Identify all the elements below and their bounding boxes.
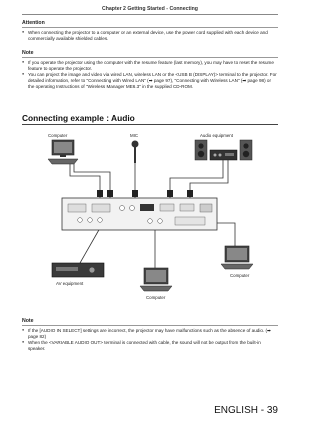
note-title: Note <box>22 50 34 56</box>
attention-title: Attention <box>22 20 45 26</box>
audio-equipment-label: Audio equipment <box>200 133 233 138</box>
note-item: ● If the [AUDIO IN SELECT] settings are incorrect, the projector may have malfunctions such as the absence of audio. (➡ page 82) <box>22 328 278 339</box>
av-equipment-icon <box>52 263 104 277</box>
av-equipment-label: AV equipment <box>56 281 84 286</box>
header-divider <box>22 14 278 15</box>
computer-bottom-label: Computer <box>146 295 166 300</box>
section-title: Connecting example : Audio <box>22 113 135 123</box>
note-item: ● You can project the image and video via wired LAN, wireless LAN or the <USB B (DISPLAY)> terminal to the projector. For detailed information, refer to "Connecting with Wired LAN" (➡ page 97), "Connecting with Wireless LAN" (➡ page 98) or the operating Instructions of "Wireless Manager ME6.3" in the supplied CD-ROM. <box>22 72 278 89</box>
attention-list <box>22 30 278 42</box>
plug-icon <box>97 190 193 197</box>
mic-label: MIC <box>130 133 139 138</box>
computer-right-icon <box>221 246 253 269</box>
note-divider <box>22 57 278 58</box>
section-divider <box>22 124 278 125</box>
computer-right-label: Computer <box>230 273 250 278</box>
note-item: ● When the <VARIABLE AUDIO OUT> terminal is connected with cable, the sound will not be output from the built-in speaker. <box>22 340 278 351</box>
note-title: Note <box>22 318 34 324</box>
attention-item: ● When connecting the projector to a computer or an external device, use the power cord supplied with each device and commercially available shielded cables. <box>22 30 278 41</box>
computer-top-label: Computer <box>48 133 68 138</box>
note-item: ● If you operate the projector using the computer with the resume feature (last memory), you may have to reset the resume feature to operate the projector. <box>22 60 278 71</box>
computer-bottom-icon <box>140 268 172 291</box>
note-list <box>22 328 278 353</box>
attention-divider <box>22 27 278 28</box>
mic-icon <box>132 141 139 164</box>
terminal-panel <box>62 198 217 230</box>
chapter-header: Chapter 2 Getting Started - Connecting <box>102 6 198 12</box>
audio-connection-diagram <box>40 128 270 310</box>
note-list <box>22 60 278 91</box>
note-divider <box>22 325 278 326</box>
amplifier-icon <box>210 150 237 160</box>
page-number: ENGLISH - 39 <box>214 405 278 416</box>
computer-top-icon <box>48 140 78 164</box>
